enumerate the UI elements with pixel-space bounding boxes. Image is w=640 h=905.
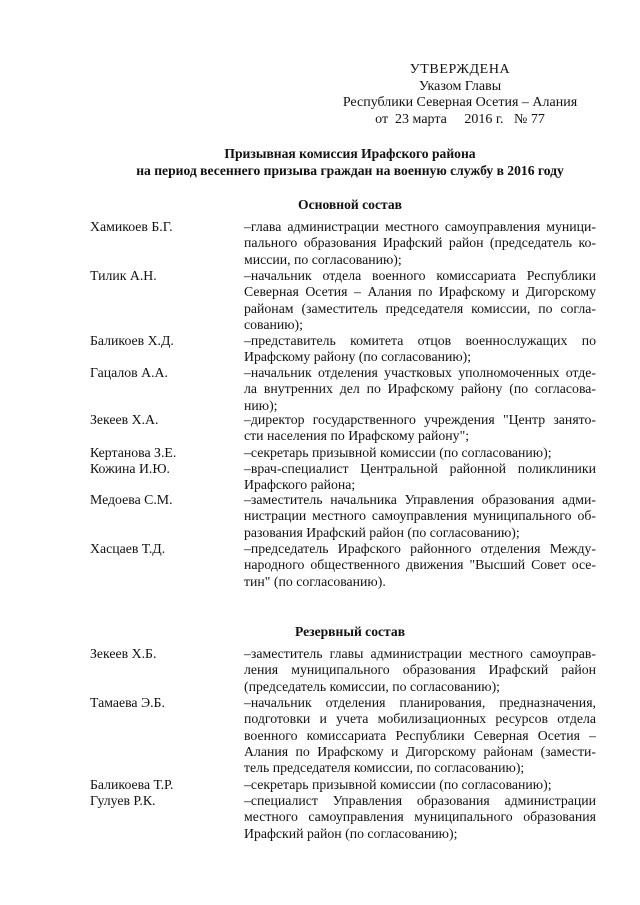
member-role: –начальник отделения участковых уполномоченных отде-ла внутренних дел по Ирафскому району (по согласова-нию); <box>244 365 596 413</box>
member-name: Тамаева Э.Б. <box>90 695 165 710</box>
member-name: Баликоева Т.Р. <box>90 777 174 792</box>
title-line-1: Призывная комиссия Ирафского района <box>224 146 476 161</box>
approval-heading: УТВЕРЖДЕНА <box>409 62 511 77</box>
approval-block <box>335 62 585 128</box>
approval-line-2: Республики Северная Осетия – Алания <box>342 95 578 110</box>
member-name: Кертанова З.Е. <box>90 445 177 460</box>
member-role: –врач-специалист Центральной районной поликлиники Ирафского района; <box>244 461 596 493</box>
member-role: –глава администрации местного самоуправления муници-пального образования Ирафский район (председатель ко-миссии, по согласованию); <box>244 219 596 267</box>
member-role: –председатель Ирафского районного отделения Между-народного общественного движения "Высший Совет осе-тин" (по согласованию). <box>244 541 596 589</box>
member-role: –начальник отдела военного комиссариата Республики Северная Осетия – Алания по Ирафскому и Дигорскому районам (заместитель председателя комиссии, по согла-сованию); <box>244 268 596 332</box>
title-line-2: на период весеннего призыва граждан на военную службу в 2016 году <box>136 163 564 178</box>
member-role: –специалист Управления образования администрации местного самоуправления муниципального образования Ирафский район (по согласованию); <box>244 793 596 841</box>
member-role: –заместитель начальника Управления образования адми-нистрации местного самоуправления муниципального об-разования Ирафский район (по согласованию); <box>244 492 596 540</box>
member-name: Хамикоев Б.Г. <box>90 219 173 234</box>
main-section-heading: Основной состав <box>298 197 402 212</box>
member-role: –представитель комитета отцов военнослужащих по Ирафскому району (по согласованию); <box>244 333 596 365</box>
member-name: Гацалов А.А. <box>90 365 168 380</box>
member-role: –заместитель главы администрации местного самоуправ-ления муниципального образования Ирафский район (председатель комиссии, по согласованию); <box>244 646 596 694</box>
member-name: Зекеев Х.А. <box>90 412 159 427</box>
member-role: –начальник отделения планирования, предназначения, подготовки и учета мобилизационных ресурсов отдела военного комиссариата Республики Северная Осетия – Алания по Ирафскому и Дигорскому районам (замести-тель председателя комиссии, по согласованию); <box>244 695 596 776</box>
member-role: –директор государственного учреждения "Центр занято-сти населения по Ирафскому району"; <box>244 412 596 444</box>
member-name: Гулуев Р.К. <box>90 793 156 808</box>
member-role: –секретарь призывной комиссии (по согласованию); <box>244 777 552 792</box>
approval-line-1: Указом Главы <box>418 78 502 94</box>
reserve-section-heading: Резервный состав <box>294 624 406 639</box>
member-name: Хасцаев Т.Д. <box>90 541 166 556</box>
member-name: Медоева С.М. <box>90 492 173 507</box>
member-role: –секретарь призывной комиссии (по согласованию); <box>244 445 552 460</box>
member-name: Кожина И.Ю. <box>90 461 170 476</box>
document-title <box>100 145 600 179</box>
member-name: Тилик А.Н. <box>90 268 157 283</box>
member-name: Баликоев Х.Д. <box>90 333 174 348</box>
member-name: Зекеев Х.Б. <box>90 646 157 661</box>
approval-line-3: от 23 марта 2016 г. № 77 <box>375 111 545 127</box>
